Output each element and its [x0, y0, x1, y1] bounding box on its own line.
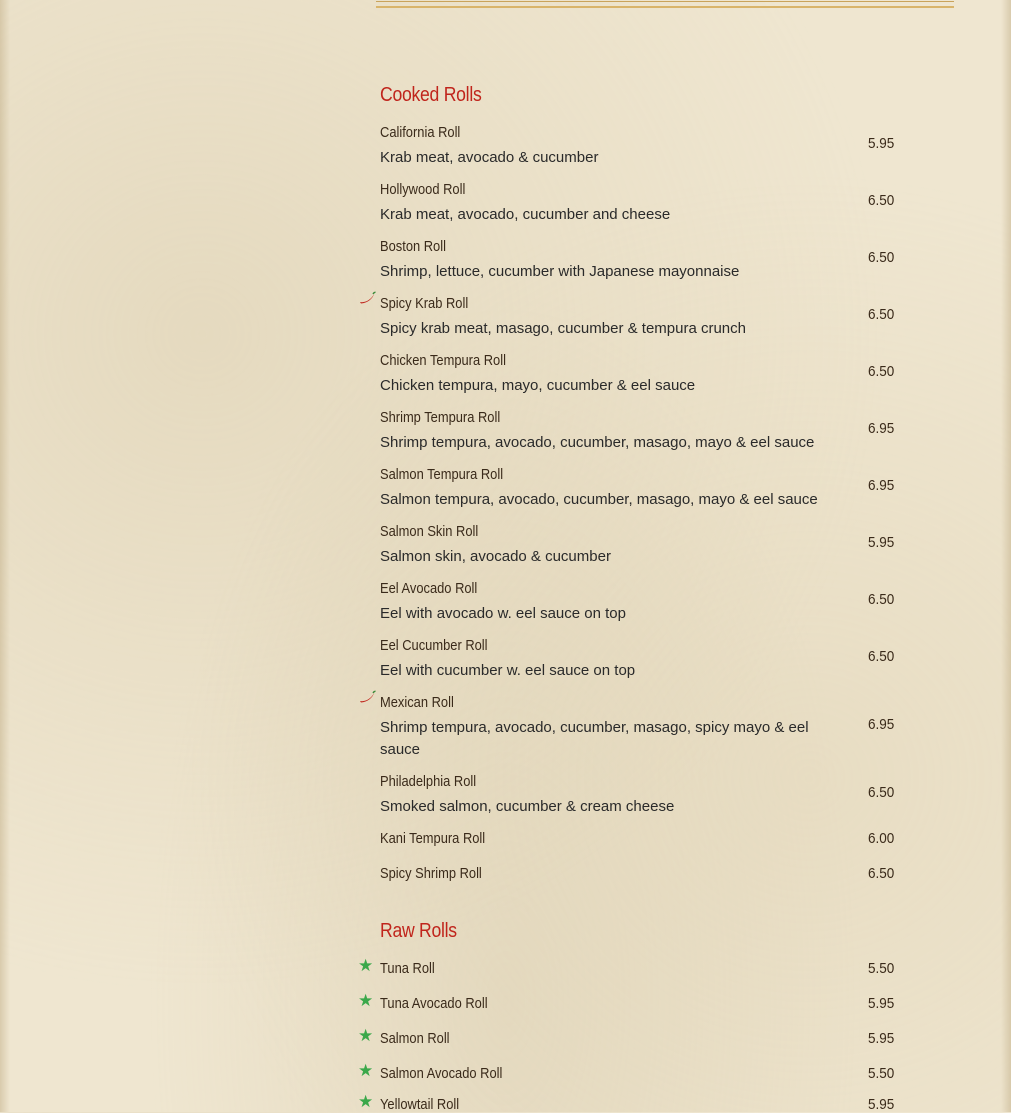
- item-name: Eel Cucumber Roll: [380, 637, 488, 654]
- item-price: 6.50: [868, 306, 895, 323]
- item-price: 6.95: [868, 420, 895, 437]
- item-description: Shrimp tempura, avocado, cucumber, masago, mayo & eel sauce: [380, 434, 815, 451]
- item-name: Spicy Krab Roll: [380, 295, 469, 312]
- item-price: 6.50: [868, 363, 895, 380]
- item-price: 6.50: [868, 865, 895, 882]
- page-edge-left: [0, 0, 10, 1112]
- item-description: Smoked salmon, cucumber & cream cheese: [380, 798, 675, 815]
- item-name: Salmon Tempura Roll: [380, 466, 504, 483]
- star-icon: ★: [358, 991, 374, 1010]
- section-title-cooked-rolls: Cooked Rolls: [380, 84, 482, 106]
- star-icon: ★: [358, 1026, 374, 1045]
- chili-pepper-icon: [358, 291, 376, 305]
- item-name: Tuna Roll: [380, 960, 435, 977]
- item-price: 5.50: [868, 1065, 895, 1082]
- item-name: Salmon Avocado Roll: [380, 1065, 503, 1082]
- item-description: Spicy krab meat, masago, cucumber & tempura crunch: [380, 320, 746, 337]
- item-price: 6.50: [868, 784, 895, 801]
- item-price: 5.50: [868, 960, 895, 977]
- item-price: 6.50: [868, 249, 895, 266]
- item-name: Spicy Shrimp Roll: [380, 865, 482, 882]
- star-icon: ★: [358, 956, 374, 975]
- item-name: Philadelphia Roll: [380, 773, 477, 790]
- item-price: 6.95: [868, 716, 895, 733]
- item-name: Salmon Skin Roll: [380, 523, 479, 540]
- section-title-raw-rolls: Raw Rolls: [380, 920, 457, 942]
- item-name: Tuna Avocado Roll: [380, 995, 488, 1012]
- item-description: Krab meat, avocado & cucumber: [380, 149, 599, 166]
- item-description: Salmon tempura, avocado, cucumber, masago, mayo & eel sauce: [380, 491, 818, 508]
- item-name: Kani Tempura Roll: [380, 830, 486, 847]
- item-description: Krab meat, avocado, cucumber and cheese: [380, 206, 671, 223]
- item-description: Shrimp, lettuce, cucumber with Japanese mayonnaise: [380, 263, 740, 280]
- item-price: 5.95: [868, 995, 895, 1012]
- item-description: Eel with cucumber w. eel sauce on top: [380, 662, 636, 679]
- item-description: Chicken tempura, mayo, cucumber & eel sauce: [380, 377, 696, 394]
- item-name: Boston Roll: [380, 238, 446, 255]
- item-price: 6.50: [868, 591, 895, 608]
- chili-pepper-icon: [358, 690, 376, 704]
- item-name: Shrimp Tempura Roll: [380, 409, 501, 426]
- item-name: Yellowtail Roll: [380, 1096, 460, 1113]
- item-price: 6.50: [868, 648, 895, 665]
- item-price: 5.95: [868, 1096, 895, 1113]
- item-name: Chicken Tempura Roll: [380, 352, 506, 369]
- item-name: Salmon Roll: [380, 1030, 450, 1047]
- item-name: California Roll: [380, 124, 461, 141]
- item-name: Eel Avocado Roll: [380, 580, 478, 597]
- item-price: 5.95: [868, 534, 895, 551]
- top-divider: [376, 1, 954, 8]
- item-price: 6.50: [868, 192, 895, 209]
- star-icon: ★: [358, 1092, 374, 1111]
- item-description: Eel with avocado w. eel sauce on top: [380, 605, 626, 622]
- page-edge-right: [1001, 0, 1011, 1112]
- item-price: 6.00: [868, 830, 895, 847]
- item-price: 5.95: [868, 1030, 895, 1047]
- item-description: Shrimp tempura, avocado, cucumber, masago, spicy mayo & eel sauce: [380, 719, 809, 758]
- item-price: 5.95: [868, 135, 895, 152]
- item-price: 6.95: [868, 477, 895, 494]
- item-description: Salmon skin, avocado & cucumber: [380, 548, 611, 565]
- star-icon: ★: [358, 1061, 374, 1080]
- item-name: Mexican Roll: [380, 694, 454, 711]
- item-name: Hollywood Roll: [380, 181, 466, 198]
